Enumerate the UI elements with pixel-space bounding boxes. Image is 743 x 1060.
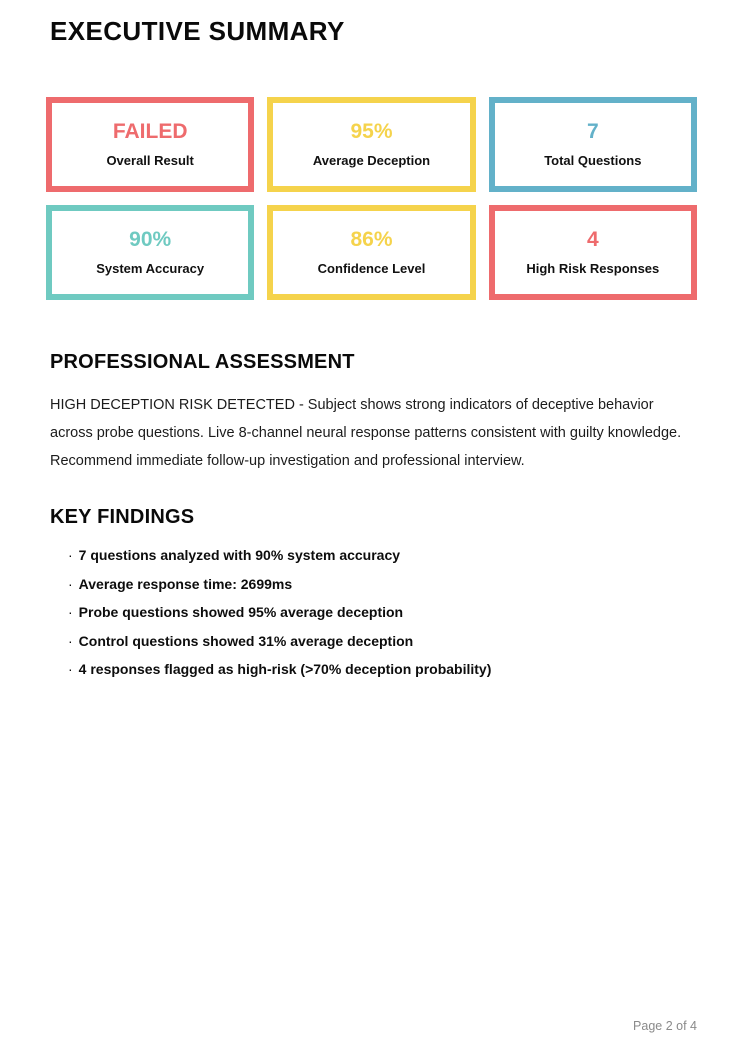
- stat-card: [46, 205, 254, 300]
- finding-text: Probe questions showed 95% average deception: [78, 604, 404, 620]
- stat-value: 7: [586, 120, 599, 143]
- report-page: [0, 16, 743, 1060]
- stat-value: 90%: [129, 228, 172, 251]
- stat-label: Confidence Level: [317, 261, 426, 276]
- finding-item: [68, 541, 697, 570]
- finding-item: [68, 570, 697, 599]
- stat-label: Overall Result: [106, 153, 194, 168]
- bullet-icon: ·: [68, 604, 73, 620]
- stat-value: 86%: [350, 228, 393, 251]
- finding-item: [68, 598, 697, 627]
- stats-grid: [46, 97, 697, 300]
- bullet-icon: ·: [68, 632, 73, 649]
- stat-label: System Accuracy: [96, 261, 205, 276]
- finding-text: Average response time: 2699ms: [78, 575, 293, 592]
- findings-heading: KEY FINDINGS: [50, 506, 195, 528]
- stat-value: 95%: [350, 120, 393, 143]
- finding-text: 4 responses flagged as high-risk (>70% deception probability): [78, 661, 492, 677]
- findings-list: [68, 541, 697, 684]
- stat-card: [267, 205, 475, 300]
- finding-text: Control questions showed 31% average deception: [78, 632, 414, 649]
- stat-card: [489, 205, 697, 300]
- finding-item: [68, 655, 697, 684]
- assessment-heading: PROFESSIONAL ASSESSMENT: [50, 351, 355, 373]
- stat-card: [489, 97, 697, 192]
- finding-item: [68, 627, 697, 656]
- stat-value: FAILED: [112, 120, 188, 143]
- stat-value: 4: [586, 228, 599, 251]
- stat-label: High Risk Responses: [526, 261, 660, 276]
- bullet-icon: ·: [68, 575, 73, 592]
- assessment-body: HIGH DECEPTION RISK DETECTED - Subject shows strong indicators of deceptive behavior across probe questions. Live 8-channel neural response patterns consistent with guilty knowledge. Recommend immediate follow-up investigation and professional interview.: [50, 397, 682, 469]
- page-number: Page 2 of 4: [633, 1019, 697, 1033]
- bullet-icon: ·: [68, 547, 73, 563]
- finding-text: 7 questions analyzed with 90% system accuracy: [78, 547, 401, 563]
- bullet-icon: ·: [68, 661, 73, 677]
- stat-label: Total Questions: [544, 153, 642, 168]
- stat-label: Average Deception: [312, 153, 431, 168]
- stat-card: [267, 97, 475, 192]
- stat-card: [46, 97, 254, 192]
- page-title: EXECUTIVE SUMMARY: [50, 16, 345, 46]
